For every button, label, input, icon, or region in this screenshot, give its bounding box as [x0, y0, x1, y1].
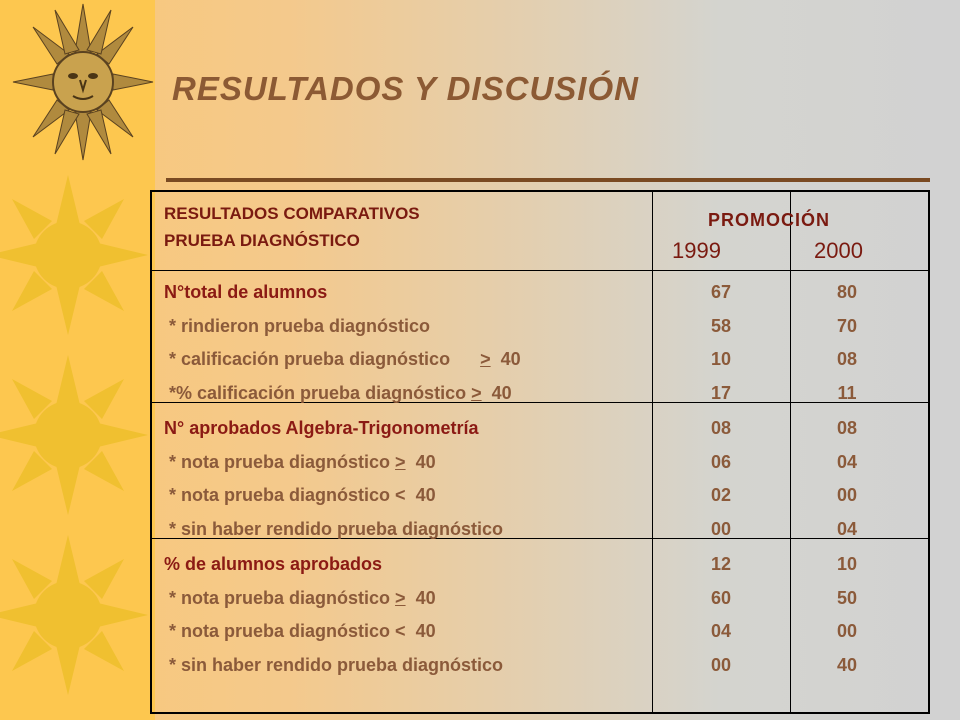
title-divider	[166, 178, 930, 182]
value-2000: 04	[836, 451, 858, 472]
row-divider	[152, 270, 928, 271]
table-row-label	[164, 316, 430, 337]
row-text: * calificación prueba diagnóstico	[164, 349, 451, 369]
table-row-label	[164, 349, 521, 370]
threshold-value: 40	[415, 587, 436, 608]
table-row-label	[164, 519, 503, 540]
table-row-label	[164, 655, 503, 676]
value-1999: 08	[710, 418, 732, 438]
value-1999: 60	[710, 587, 732, 608]
threshold-value: 40	[415, 621, 436, 641]
year-2000: 2000	[814, 238, 863, 263]
row-text: * rindieron prueba diagnóstico	[164, 315, 431, 336]
value-1999: 12	[710, 554, 732, 574]
comparison-symbol: <	[395, 621, 406, 641]
slide-title: RESULTADOS Y DISCUSIÓN	[172, 70, 639, 107]
value-2000: 80	[836, 282, 858, 302]
value-1999: 00	[710, 654, 732, 675]
table-row-label	[164, 383, 512, 404]
row-text: * nota prueba diagnóstico	[164, 451, 391, 472]
value-1999: 04	[710, 621, 732, 641]
table-row-label	[164, 621, 436, 642]
comparison-symbol: >	[480, 349, 491, 369]
value-2000: 08	[836, 418, 858, 438]
promocion-label: PROMOCIÓN	[708, 210, 831, 230]
value-1999: 67	[710, 282, 732, 302]
value-2000: 40	[836, 654, 858, 675]
header-line-2: PRUEBA DIAGNÓSTICO	[164, 231, 360, 250]
year-1999: 1999	[672, 238, 721, 263]
value-2000: 04	[836, 518, 858, 539]
value-2000: 10	[836, 554, 858, 574]
comparison-symbol: >	[395, 451, 406, 472]
value-1999: 58	[710, 315, 732, 336]
value-2000: 70	[836, 315, 858, 336]
threshold-value: 40	[500, 349, 521, 369]
table-row-label	[164, 588, 436, 609]
row-text: * sin haber rendido prueba diagnóstico	[164, 518, 504, 539]
row-text: * nota prueba diagnóstico	[164, 621, 391, 641]
table-row-label	[164, 452, 436, 473]
value-2000: 08	[836, 349, 858, 369]
value-1999: 06	[710, 451, 732, 472]
comparison-symbol: >	[395, 587, 406, 608]
comparison-symbol: <	[395, 485, 406, 505]
sun-face-icon	[8, 2, 158, 167]
sun-icon	[0, 530, 150, 700]
value-2000: 11	[837, 382, 857, 403]
header-line-1: RESULTADOS COMPARATIVOS	[164, 204, 420, 223]
table-row-label	[164, 485, 436, 506]
value-2000: 50	[836, 587, 858, 608]
sun-icon	[0, 350, 150, 520]
row-text: * nota prueba diagnóstico	[164, 485, 391, 505]
value-1999: 10	[710, 349, 732, 369]
section-title: N°total de alumnos	[164, 282, 328, 302]
section-title: N° aprobados Algebra-Trigonometría	[164, 418, 479, 438]
threshold-value: 40	[415, 451, 436, 472]
row-text: *% calificación prueba diagnóstico	[164, 382, 467, 403]
value-1999: 02	[710, 485, 732, 505]
section-title: % de alumnos aprobados	[164, 554, 383, 574]
row-text: * nota prueba diagnóstico	[164, 587, 391, 608]
value-1999: 17	[710, 382, 732, 403]
value-1999: 00	[710, 518, 732, 539]
value-2000: 00	[836, 621, 858, 641]
threshold-value: 40	[491, 382, 512, 403]
row-text: * sin haber rendido prueba diagnóstico	[164, 654, 504, 675]
sun-icon	[0, 170, 150, 340]
value-2000: 00	[836, 485, 858, 505]
results-table	[150, 190, 930, 714]
comparison-symbol: >	[471, 382, 482, 403]
threshold-value: 40	[415, 485, 436, 505]
